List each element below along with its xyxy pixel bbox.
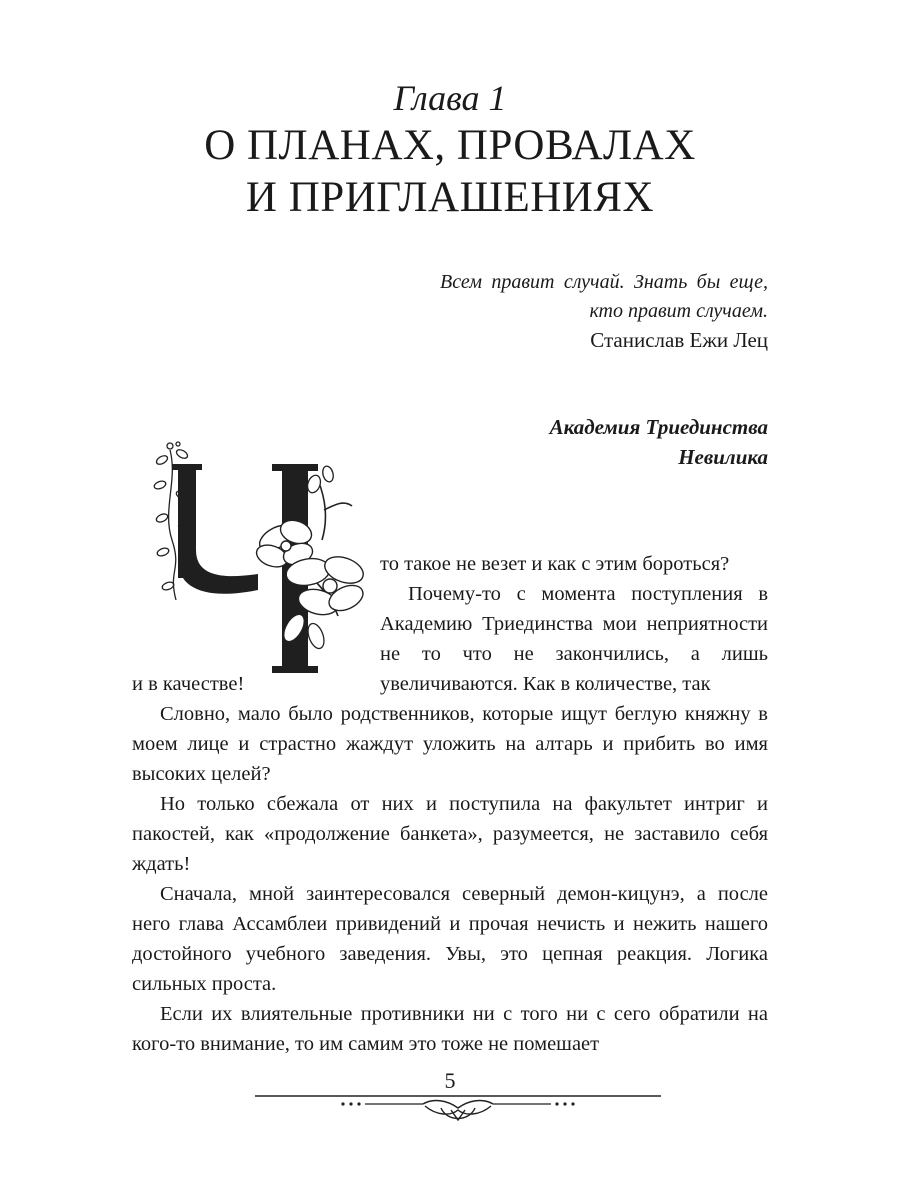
chapter-label: Глава 1 [393, 78, 507, 118]
body-text [132, 669, 768, 1059]
location-line-1: Академия Триединства [549, 415, 768, 439]
paragraph-3: Словно, мало было родственников, которые ищут беглую княжну в моем лице и страстно жаждут уложить на алтарь и прибить во имя высоких целей? [132, 703, 768, 785]
epigraph-text: Всем правит случай. Знать бы еще, кто правит случаем. [440, 271, 768, 322]
paragraph-2-wrapped: Почему-то с момента поступления в Академию Триединства мои неприятности не то что не закончились, а лишь увеличиваются. Как в количестве, так [380, 583, 768, 695]
location-line-2: Невилика [678, 445, 768, 469]
paragraph-5: Сначала, мной заинтересовался северный демон-кицунэ, а после него глава Ассамблеи привидений и прочая нечисть и нежить нашего достойного учебного заведения. Увы, это цепная реакция. Логика сильных проста. [132, 883, 768, 995]
chapter-title [0, 120, 900, 224]
paragraph-4: Но только сбежала от них и поступила на факультет интриг и пакостей, как «продолжение банкета», разумеется, не заставило себя ждать! [132, 793, 768, 875]
epigraph-author: Станислав Ежи Лец [590, 328, 768, 352]
chapter-title-line-1: О ПЛАНАХ, ПРОВАЛАХ [204, 122, 696, 169]
paragraph-2-end: и в качестве! [132, 673, 245, 695]
ornamental-divider-icon [255, 1088, 661, 1128]
location-heading [468, 412, 768, 472]
first-line: то такое не везет и как с этим бороться? [380, 553, 730, 575]
magnolia-flower-icon [148, 440, 370, 680]
page-number: 5 [444, 1068, 456, 1093]
paragraph-6: Если их влиятельные противники ни с того ни с сего обратили на кого-то внимание, то им самим это тоже не помешает [132, 1003, 768, 1055]
chapter-title-line-2: И ПРИГЛАШЕНИЯХ [245, 174, 655, 221]
dropcap [148, 440, 370, 680]
